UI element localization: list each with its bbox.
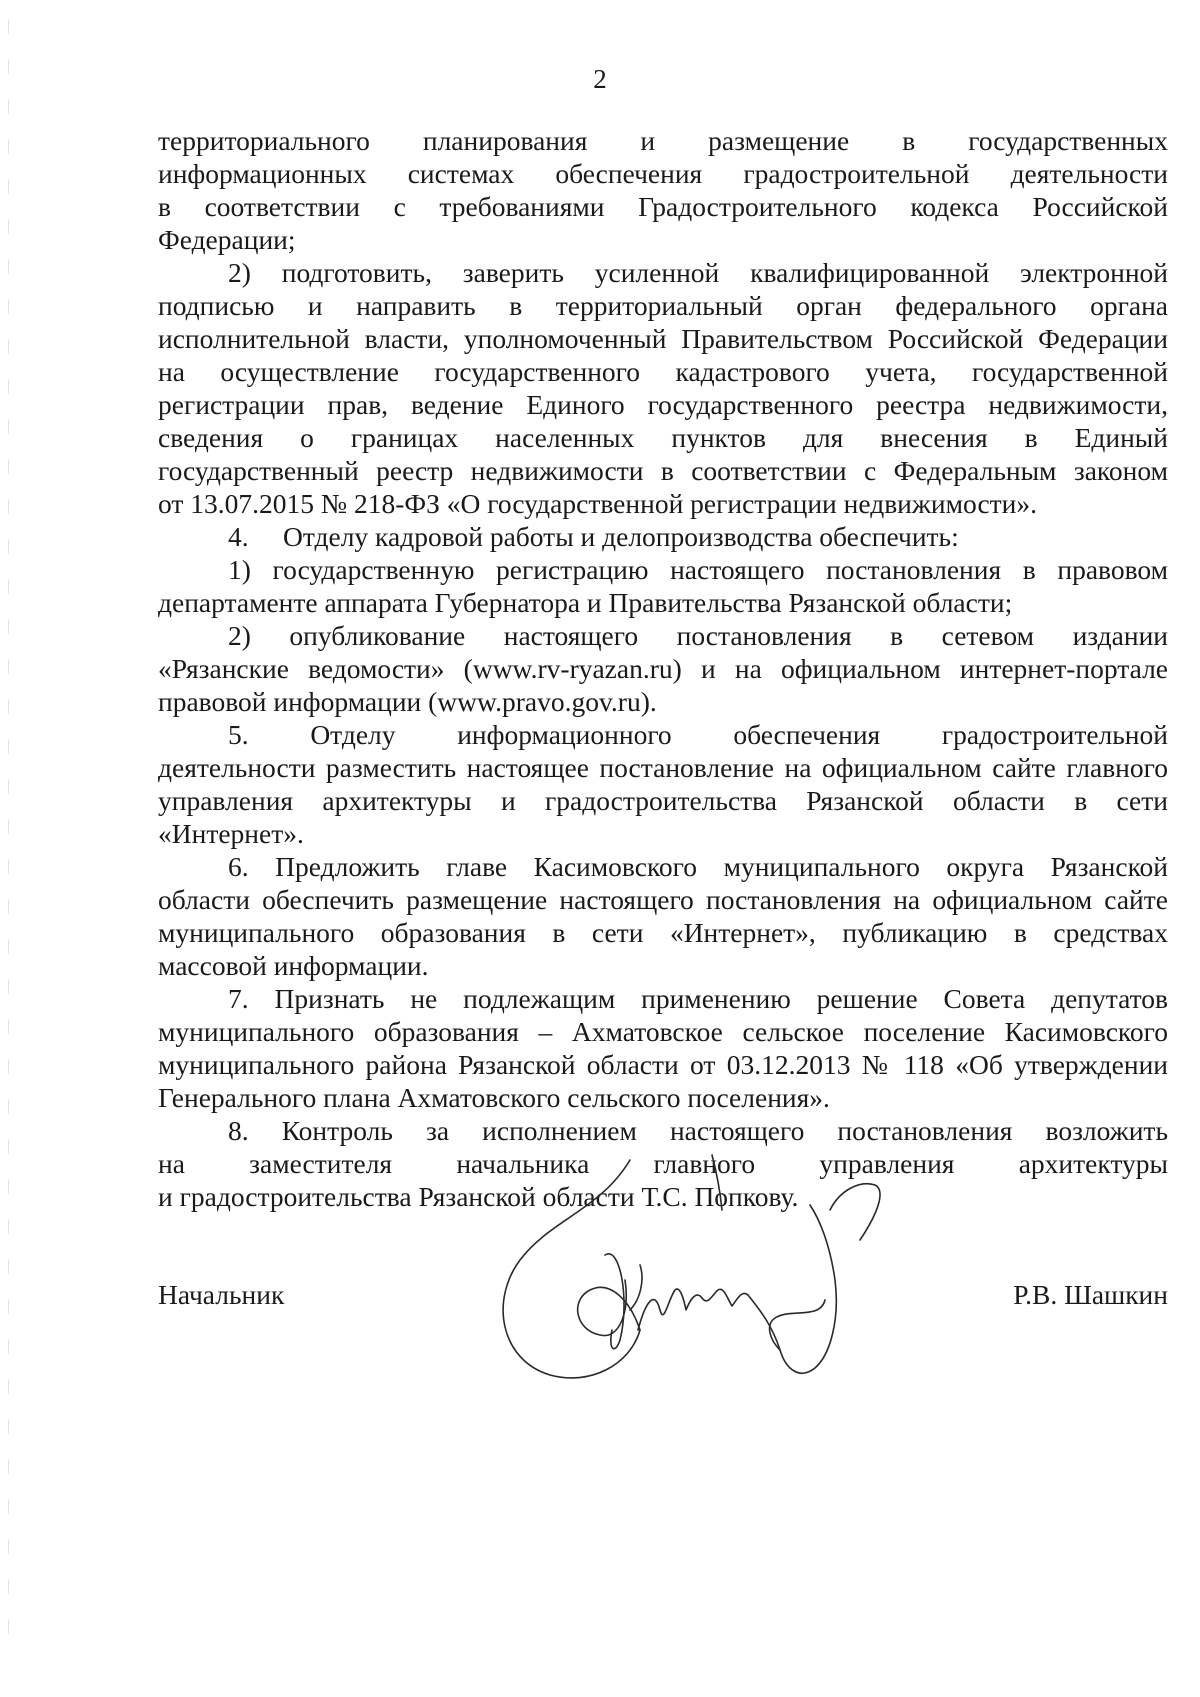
text-line: 2) опубликование настоящего постановления в сетевом издании	[228, 620, 1168, 651]
page-number: 2	[593, 64, 607, 94]
text-line: 7. Признать не подлежащим применению решение Совета депутатов	[228, 983, 1168, 1014]
text-line: в соответствии с требованиями Градостроительного кодекса Российской	[158, 191, 1168, 222]
signature-stroke	[578, 1280, 640, 1336]
text-line: деятельности разместить настоящее постановление на официальном сайте главного	[158, 752, 1168, 783]
text-line: 1) государственную регистрацию настоящего постановления в правовом	[228, 554, 1168, 585]
text-line: и градостроительства Рязанской области Т.С. Попкову.	[158, 1181, 799, 1212]
paragraph-item-3-2	[158, 256, 1168, 520]
document-body	[158, 124, 1168, 1213]
text-line: «Рязанские ведомости» (www.rv-ryazan.ru) и на официальном интернет-портале	[158, 653, 1168, 684]
paragraph-item-5	[158, 718, 1168, 850]
paragraph-item-6	[158, 850, 1168, 982]
text-line: территориального планирования и размещение в государственных	[158, 125, 1168, 156]
paragraph-item-4-1	[158, 553, 1168, 619]
paragraph-item-4-2	[158, 619, 1168, 718]
text-line: массовой информации.	[158, 950, 429, 981]
text-line: 5. Отделу информационного обеспечения градостроительной	[228, 719, 1168, 750]
paragraph-item-7	[158, 982, 1168, 1114]
signature-stroke	[748, 1205, 836, 1373]
text-line: исполнительной власти, уполномоченный Правительством Российской Федерации	[158, 323, 1168, 354]
text-line: 2) подготовить, заверить усиленной квалифицированной электронной	[228, 257, 1168, 288]
signer-name: Р.В. Шашкин	[1013, 1279, 1168, 1310]
text-line: правовой информации (www.pravo.gov.ru).	[158, 686, 657, 717]
text-line: Генерального плана Ахматовского сельского поселения».	[158, 1082, 830, 1113]
text-line: на осуществление государственного кадастрового учета, государственной	[158, 356, 1168, 387]
text-line: сведения о границах населенных пунктов для внесения в Единый	[158, 422, 1168, 453]
signature-stroke	[712, 1155, 722, 1210]
signature-stroke	[830, 1184, 880, 1240]
paragraph-item-4	[158, 520, 1168, 553]
text-line: области обеспечить размещение настоящего постановления на официальном сайте	[158, 884, 1168, 915]
paragraph-continuation	[158, 124, 1168, 256]
text-line: «Интернет».	[158, 818, 304, 849]
text-line: Федерации;	[158, 224, 296, 255]
handwritten-signature	[480, 1150, 900, 1400]
text-line: муниципального образования в сети «Интернет», публикацию в средствах	[158, 917, 1168, 948]
text-line: департаменте аппарата Губернатора и Правительства Рязанской области;	[158, 587, 1013, 618]
text-line: регистрации прав, ведение Единого государственного реестра недвижимости,	[158, 389, 1168, 420]
text-line: подписью и направить в территориальный орган федерального органа	[158, 290, 1168, 321]
signer-position: Начальник	[158, 1279, 285, 1310]
text-line: государственный реестр недвижимости в соответствии с Федеральным законом	[158, 455, 1168, 486]
text-line: информационных системах обеспечения градостроительной деятельности	[158, 158, 1168, 189]
text-line: муниципального образования – Ахматовское сельское поселение Касимовского	[158, 1016, 1168, 1047]
text-line: 6. Предложить главе Касимовского муниципального округа Рязанской	[228, 851, 1168, 882]
text-line: управления архитектуры и градостроительства Рязанской области в сети	[158, 785, 1168, 816]
text-line: 4. Отделу кадровой работы и делопроизводства обеспечить:	[228, 521, 959, 552]
signature-stroke	[630, 1265, 748, 1330]
text-line: 8. Контроль за исполнением настоящего постановления возложить	[228, 1115, 1168, 1146]
text-line: муниципального района Рязанской области от 03.12.2013 № 118 «Об утверждении	[158, 1049, 1168, 1080]
scan-edge-mark	[8, 20, 9, 1660]
text-line: от 13.07.2015 № 218-ФЗ «О государственной регистрации недвижимости».	[158, 488, 1038, 519]
text-line: на заместителя начальника главного управления архитектуры	[158, 1148, 1168, 1179]
